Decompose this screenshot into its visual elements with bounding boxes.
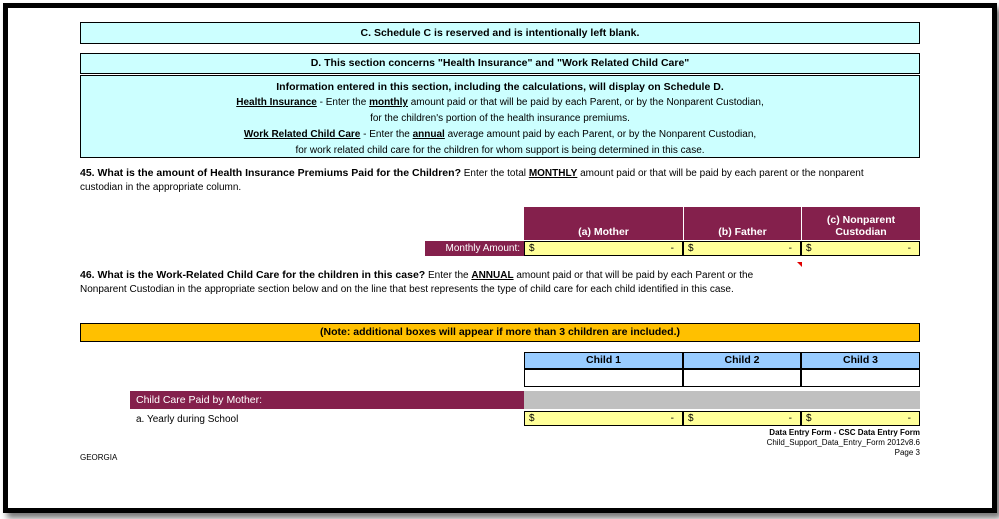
child-2-yearly-value: - [788,413,792,424]
child-care-mother-section [130,391,524,409]
row-a-label-text: a. Yearly during School [136,414,239,425]
mother-monthly-input[interactable] [524,241,683,256]
col-header-father [683,207,801,240]
child-3-yearly-value: - [907,413,911,424]
currency-symbol: $ [529,413,535,424]
note-banner [80,323,920,342]
q46-line2: Nonparent Custodian in the appropriate section below and on the line that best represents the type of child care for each child identified in this case. [80,284,734,295]
footer-info [620,428,920,458]
child-3-label: Child 3 [842,354,878,366]
col-mother-label: (a) Mother [578,226,629,238]
q46-question: 46. What is the Work-Related Child Care for the children in this case? [80,269,426,281]
comment-indicator-icon[interactable] [797,262,802,267]
section-d-title-banner [80,53,920,74]
section-d-title: D. This section concerns "Health Insurance" and "Work Related Child Care" [310,57,690,69]
col-father-label: (b) Father [718,226,767,238]
question-46 [80,268,920,297]
question-45 [80,166,920,195]
q45-post: amount paid or that will be paid by each parent or the nonparent [577,168,864,179]
currency-symbol: $ [806,413,812,424]
footer-state [80,453,117,462]
q45-line2: custodian in the appropriate column. [80,182,242,193]
hi-pre: - Enter the [316,97,370,108]
health-insurance-instruction [81,95,919,111]
health-insurance-label: Health Insurance [236,97,317,108]
child-1-label: Child 1 [585,354,621,366]
work-related-instruction [81,127,919,143]
q45-question: 45. What is the amount of Health Insurance Premiums Paid for the Children? [80,167,461,179]
col-header-mother [524,207,683,240]
child-1-header [524,352,683,369]
row-a-label [136,412,516,427]
child-2-header [683,352,801,369]
currency-symbol: $ [806,243,812,254]
q46-post: amount paid or that will be paid by each Parent or the [513,270,754,281]
q46-pre: Enter the [425,270,472,281]
wr-pre: - Enter the [360,129,413,140]
monthly-amount-label-text: Monthly Amount: [445,243,520,254]
work-related-instruction-2: for work related child care for the children for whom support is being determined in this case. [295,145,705,156]
child-3-name-input[interactable] [801,369,920,387]
col-nonparent-label: (c) Nonparent Custodian [826,214,896,238]
footer-state-text: GEORGIA [80,453,118,462]
hi-post: amount paid or that will be paid by each Parent, or by the Nonparent Custodian, [407,97,764,108]
wr-key: annual [412,129,445,140]
child-3-header [801,352,920,369]
child-1-yearly-school-input[interactable] [524,411,683,426]
q45-pre: Enter the total [460,168,529,179]
wr-post: average amount paid by each Parent, or by the Nonparent Custodian, [444,129,757,140]
currency-symbol: $ [529,243,535,254]
col-header-nonparent [801,207,920,240]
q46-key: ANNUAL [471,270,514,281]
section-c-banner [80,22,920,44]
currency-symbol: $ [688,413,694,424]
nonparent-monthly-value: - [907,243,911,254]
section-c-text: C. Schedule C is reserved and is intentionally left blank. [360,27,640,39]
father-monthly-input[interactable] [683,241,801,256]
child-1-name-input[interactable] [524,369,683,387]
hi-key: monthly [369,97,408,108]
footer-title: Data Entry Form - CSC Data Entry Form [769,428,920,437]
child-care-mother-shade [524,391,920,409]
footer-file: Child_Support_Data_Entry_Form 2012v8.6 [766,438,920,447]
child-2-name-input[interactable] [683,369,801,387]
section-d-info-box [80,75,920,158]
section-d-info-line: Information entered in this section, including the calculations, will display on Schedule D. [276,81,724,93]
child-3-yearly-school-input[interactable] [801,411,920,426]
father-monthly-value: - [788,243,792,254]
child-2-label: Child 2 [724,354,760,366]
mother-monthly-value: - [670,243,674,254]
footer-page: Page 3 [894,448,920,457]
child-1-yearly-value: - [670,413,674,424]
monthly-amount-label [425,241,524,256]
child-care-mother-label: Child Care Paid by Mother: [136,394,263,406]
note-text: (Note: additional boxes will appear if more than 3 children are included.) [320,326,680,338]
currency-symbol: $ [688,243,694,254]
q45-key: MONTHLY [528,168,578,179]
work-related-label: Work Related Child Care [243,129,361,140]
nonparent-monthly-input[interactable] [801,241,920,256]
health-insurance-instruction-2: for the children's portion of the health insurance premiums. [370,113,630,124]
child-2-yearly-school-input[interactable] [683,411,801,426]
